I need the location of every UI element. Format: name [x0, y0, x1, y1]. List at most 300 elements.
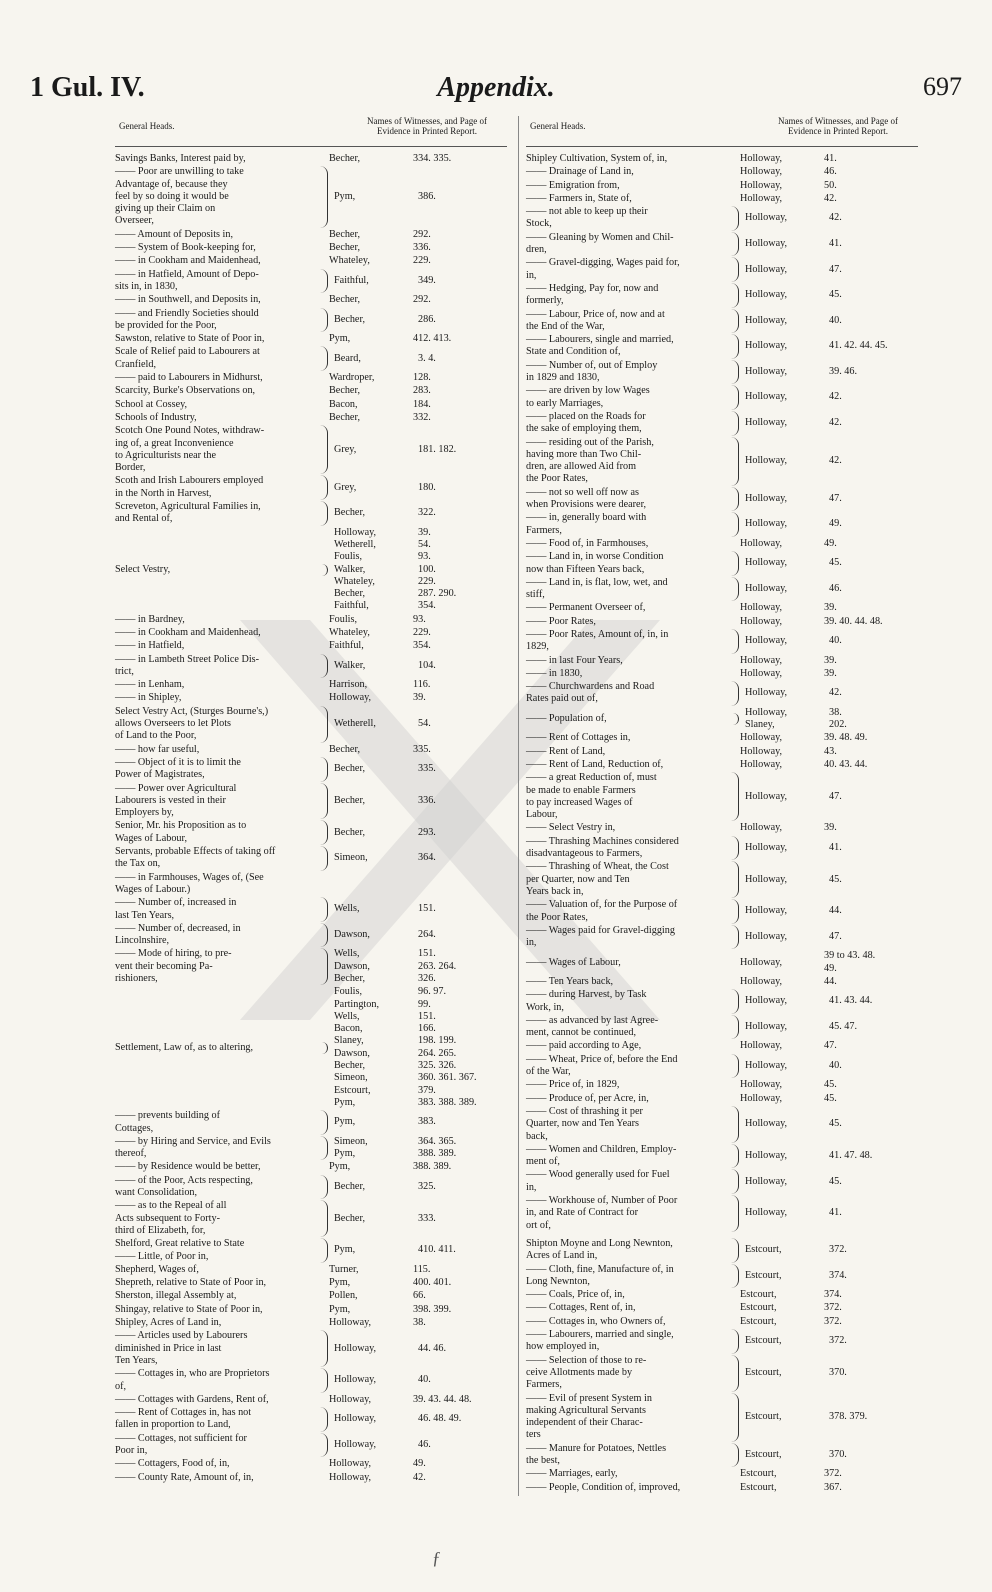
entry-heading: —— Gleaning by Women and Chil- dren,: [526, 232, 739, 257]
entry-pages: 264.: [418, 928, 436, 940]
index-entry: [526, 257, 918, 282]
entry-pages: 47.: [829, 263, 842, 275]
entry-pages: 151.: [418, 903, 436, 915]
entry-pages: 41.: [829, 1207, 842, 1219]
index-entry: [115, 679, 507, 691]
index-entry: [115, 1175, 507, 1200]
index-entry: [526, 1195, 918, 1232]
entry-heading: —— Number of, increased in last Ten Years,: [115, 897, 328, 922]
index-entry: [115, 527, 507, 613]
entry-witness: Holloway,: [745, 518, 788, 530]
index-entry: [115, 654, 507, 679]
index-entry: [115, 269, 507, 294]
entry-witness: Holloway,: [745, 340, 788, 352]
index-entry: [115, 820, 507, 845]
entry-witness: Dawson,: [334, 928, 370, 940]
index-entry: [526, 1468, 918, 1480]
general-heads-label: General Heads.: [119, 121, 175, 131]
entry-pages: 332.: [413, 411, 431, 423]
index-entry: [115, 1238, 507, 1263]
entry-witness: Becher,: [329, 411, 360, 423]
index-entry: [526, 616, 918, 628]
entry-heading: —— Selection of those to re- ceive Allotments made by Farmers,: [526, 1355, 739, 1392]
entry-heading: —— Evil of present System in making Agricultural Servants independent of their Charac- ters: [526, 1393, 739, 1442]
index-entry: [115, 346, 507, 371]
entry-witness: Whateley,: [329, 626, 370, 638]
entry-heading: —— Wheat, Price of, before the End of the War,: [526, 1054, 739, 1079]
entry-heading: —— a great Reduction of, must be made to enable Farmers to pay increased Wages of Labour,: [526, 772, 739, 821]
entry-witness: Holloway,: [740, 602, 783, 614]
entry-heading: Settlement, Law of, as to altering,: [115, 1042, 328, 1054]
entry-heading: School at Cossey,: [115, 398, 188, 410]
entry-pages: 412. 413.: [413, 333, 452, 345]
index-entry: [115, 1290, 507, 1302]
entry-heading: —— Farmers in, State of,: [526, 192, 632, 204]
index-entry: [526, 925, 918, 950]
entry-heading: —— Cottages in, who are Proprietors of,: [115, 1368, 328, 1393]
entry-heading: —— Rent of Land,: [526, 745, 606, 757]
index-entry: [115, 923, 507, 948]
entry-pages: 39.: [413, 692, 426, 704]
index-entry: [526, 577, 918, 602]
index-entry: [115, 1200, 507, 1237]
entry-heading: —— in Lambeth Street Police Dis- trict,: [115, 654, 328, 679]
entry-pages: 184.: [413, 398, 431, 410]
entry-pages: 39. 46.: [829, 365, 858, 377]
entry-heading: —— Select Vestry in,: [526, 822, 616, 834]
index-entry: [526, 1393, 918, 1442]
entry-pages: 151. 263. 264. 326.: [418, 948, 457, 984]
index-entry: [115, 1110, 507, 1135]
index-entry: [526, 538, 918, 550]
entry-pages: 50.: [824, 179, 837, 191]
entry-heading: —— Valuation of, for the Purpose of the Poor Rates,: [526, 899, 739, 924]
index-entry: [526, 1443, 918, 1468]
right-column-header: [526, 116, 918, 147]
entry-heading: —— Land in, in worse Condition now than Fifteen Years back,: [526, 551, 739, 576]
entry-witness: Holloway,: [745, 237, 788, 249]
entry-witness: Faithful,: [334, 274, 369, 286]
index-entry: [526, 732, 918, 744]
entry-witness: Holloway,: [745, 1175, 788, 1187]
entry-heading: Scale of Relief paid to Labourers at Cranfield,: [115, 346, 328, 371]
entry-witness: Holloway,: [745, 289, 788, 301]
entry-witness: Holloway,: [745, 930, 788, 942]
entry-heading: —— Women and Children, Employ- ment of,: [526, 1144, 739, 1169]
index-entry: [115, 783, 507, 820]
entry-pages: 335.: [418, 763, 436, 775]
entry-witness: Holloway,: [329, 1471, 372, 1483]
entry-witness: Becher,: [334, 826, 365, 838]
index-entry: [526, 206, 918, 231]
entry-witness: Walker,: [334, 659, 366, 671]
index-entry: [115, 1330, 507, 1367]
entry-pages: 370.: [829, 1366, 847, 1378]
entry-pages: 44.: [824, 976, 837, 987]
entry-pages: 45.: [829, 1118, 842, 1130]
entry-heading: —— Population of,: [526, 713, 739, 725]
index-entry: [526, 1169, 918, 1194]
entry-witness: Becher,: [334, 1212, 365, 1224]
entry-witness: Holloway,: [740, 745, 783, 757]
entry-heading: —— in Southwell, and Deposits in,: [115, 294, 261, 306]
entry-witness: Becher,: [329, 385, 360, 397]
index-entry: [115, 308, 507, 333]
entry-pages: 292.: [413, 228, 431, 240]
entry-witness: Holloway,: [745, 454, 788, 466]
entry-heading: —— in Farmhouses, Wages of, (See Wages of Labour.): [115, 871, 264, 895]
entry-pages: 66.: [413, 1290, 426, 1302]
entry-pages: 335.: [413, 743, 431, 755]
entry-witness: Becher,: [329, 242, 360, 254]
entry-witness: Grey,: [334, 481, 357, 493]
entry-heading: —— paid to Labourers in Midhurst,: [115, 372, 263, 384]
index-entry: [526, 836, 918, 861]
page-title: Appendix.: [437, 72, 555, 103]
entry-pages: 42.: [829, 687, 842, 699]
index-entry: [115, 757, 507, 782]
entry-pages: 46.: [829, 582, 842, 594]
left-column-header: [115, 116, 507, 147]
entry-witness: Foulis,: [329, 613, 358, 625]
entry-witness: Wells, Dawson, Becher,: [334, 948, 370, 984]
entry-witness: Holloway,: [740, 1079, 783, 1091]
entry-pages: 45.: [829, 557, 842, 569]
entry-heading: —— Poor Rates,: [526, 615, 596, 627]
page-number: 697: [923, 72, 962, 101]
entry-witness: Holloway,: [740, 1092, 783, 1104]
entry-pages: 386.: [418, 190, 436, 202]
entry-witness: Holloway,: [745, 417, 788, 429]
entry-witness: Holloway,: [745, 582, 788, 594]
entry-pages: 45. 47.: [829, 1021, 858, 1033]
index-entry: [526, 360, 918, 385]
index-entry: [115, 1407, 507, 1432]
entry-heading: —— Labourers, single and married, State and Condition of,: [526, 334, 739, 359]
entry-heading: Shipley, Acres of Land in,: [115, 1317, 222, 1329]
entry-pages: 388. 389.: [413, 1161, 452, 1173]
entry-pages: 39. 40. 44. 48.: [824, 615, 883, 627]
entry-pages: 49.: [413, 1458, 426, 1470]
entry-heading: —— Number of, decreased, in Lincolnshire,: [115, 923, 328, 948]
entry-witness: Faithful,: [329, 640, 364, 652]
entry-heading: —— in Cookham and Maidenhead,: [115, 255, 261, 267]
entry-pages: 93.: [413, 613, 426, 625]
entry-pages: 44.: [829, 905, 842, 917]
index-entry: [115, 846, 507, 871]
index-entry: [115, 333, 507, 345]
entry-pages: 39 to 43. 48. 49.: [824, 950, 876, 974]
entry-witness: Holloway,: [745, 1021, 788, 1033]
index-entry: [115, 986, 507, 1109]
entry-pages: 374.: [824, 1289, 842, 1301]
entry-witness: Holloway,: [740, 976, 783, 987]
entry-witness: Turner,: [329, 1263, 359, 1275]
entry-pages: 334. 335.: [413, 153, 452, 164]
footer-mark: ƒ: [432, 1548, 441, 1568]
index-entry: [526, 707, 918, 732]
entry-witness: Wetherell,: [334, 718, 376, 730]
entry-witness: Pym,: [329, 333, 351, 345]
entry-heading: —— Cottages, Rent of, in,: [526, 1302, 636, 1314]
entry-pages: 47.: [829, 790, 842, 802]
entry-witness: Holloway, Wetherell, Foulis, Walker, Whateley, Becher, Faithful,: [334, 526, 377, 612]
entry-pages: 115.: [413, 1263, 431, 1275]
index-entry: [115, 1458, 507, 1470]
entry-witness: Wells,: [334, 903, 360, 915]
entry-heading: Screveton, Agricultural Families in, and Rental of,: [115, 501, 328, 526]
index-entry: [526, 232, 918, 257]
index-entry: [526, 629, 918, 654]
entry-pages: 116.: [413, 679, 431, 691]
index-entry: [526, 989, 918, 1014]
index-entry: [526, 193, 918, 205]
entry-witness: Holloway,: [740, 667, 783, 679]
entry-pages: 293.: [418, 826, 436, 838]
index-entry: [526, 899, 918, 924]
entry-witness: Holloway,: [745, 873, 788, 885]
entry-heading: —— Mode of hiring, to pre- vent their becoming Pa- rishioners,: [115, 948, 328, 985]
entry-heading: Select Vestry Act, (Sturges Bourne's,) allows Overseers to let Plots of Land to the Poor,: [115, 706, 328, 743]
entry-witness: Becher,: [329, 228, 360, 240]
right-entries: [526, 153, 918, 1494]
entry-heading: —— Cottagers, Food of, in,: [115, 1458, 230, 1470]
entry-heading: —— Churchwardens and Road Rates paid out of,: [526, 681, 739, 706]
entry-pages: 40.: [829, 635, 842, 647]
index-entry: [526, 1093, 918, 1105]
entry-pages: 370.: [829, 1448, 847, 1460]
entry-heading: Savings Banks, Interest paid by,: [115, 153, 246, 164]
entry-heading: —— Hedging, Pay for, now and formerly,: [526, 283, 739, 308]
index-entry: [115, 1264, 507, 1276]
entry-pages: 38.: [413, 1317, 426, 1329]
index-entry: [115, 1368, 507, 1393]
entry-pages: 49.: [824, 537, 837, 549]
entry-heading: Sawston, relative to State of Poor in,: [115, 333, 265, 345]
entry-witness: Holloway,: [745, 905, 788, 917]
index-entry: [115, 897, 507, 922]
entry-heading: Scotch One Pound Notes, withdraw- ing of, a great Inconvenience to Agriculturists near the Border,: [115, 425, 328, 474]
entry-heading: —— Permanent Overseer of,: [526, 602, 646, 614]
right-index-column: [526, 116, 918, 1495]
entry-witness: Grey,: [334, 443, 357, 455]
entry-witness: Simeon, Pym,: [334, 1135, 368, 1160]
entry-witness: Holloway,: [740, 179, 783, 191]
entry-witness: Pym,: [334, 1244, 356, 1256]
index-entry: [526, 309, 918, 334]
entry-heading: Shipley Cultivation, System of, in,: [526, 153, 668, 164]
entry-heading: —— are driven by low Wages to early Marriages,: [526, 385, 739, 410]
entry-heading: —— Cottages in, who Owners of,: [526, 1315, 666, 1327]
entry-witness: Estcourt,: [740, 1315, 777, 1327]
index-entry: [115, 475, 507, 500]
entry-heading: —— County Rate, Amount of, in,: [115, 1471, 254, 1483]
entry-pages: 47.: [824, 1040, 837, 1052]
entry-witness: Holloway,: [329, 1458, 372, 1470]
entry-witness: Estcourt,: [740, 1468, 777, 1480]
entry-pages: 41.: [824, 153, 837, 164]
entry-heading: —— and Friendly Societies should be provided for the Poor,: [115, 308, 328, 333]
entry-pages: 45.: [829, 1175, 842, 1187]
index-entry: [115, 614, 507, 626]
index-entry: [526, 746, 918, 758]
entry-heading: —— in, generally board with Farmers,: [526, 512, 739, 537]
entry-heading: —— of the Poor, Acts respecting, want Consolidation,: [115, 1175, 328, 1200]
entry-heading: Servants, probable Effects of taking off the Tax on,: [115, 846, 328, 871]
entry-heading: —— Poor Rates, Amount of, in, in 1829,: [526, 629, 739, 654]
entry-witness: Holloway,: [740, 956, 783, 968]
entry-heading: —— Wages of Labour,: [526, 956, 621, 968]
index-entry: [526, 1144, 918, 1169]
entry-witness: Holloway,: [740, 166, 783, 178]
entry-heading: —— as to the Repeal of all Acts subsequent to Forty- third of Elizabeth, for,: [115, 1200, 328, 1237]
entry-heading: —— Coals, Price of, in,: [526, 1289, 625, 1301]
entry-witness: Becher,: [334, 507, 365, 519]
entry-heading: —— Emigration from,: [526, 179, 620, 191]
entry-witness: Holloway,: [745, 1207, 788, 1219]
entry-witness: Pym,: [334, 190, 356, 202]
entry-pages: 39. 43. 44. 48.: [413, 1393, 472, 1405]
entry-heading: —— how far useful,: [115, 743, 200, 755]
entry-pages: 39.: [824, 602, 837, 614]
entry-heading: —— Manure for Potatoes, Nettles the best,: [526, 1443, 739, 1468]
entry-heading: —— in Shipley,: [115, 692, 182, 704]
entry-witness: Holloway,: [745, 492, 788, 504]
index-entry: [115, 1317, 507, 1329]
entry-witness: Holloway,: [745, 263, 788, 275]
index-entry: [526, 668, 918, 680]
entry-heading: —— during Harvest, by Task Work, in,: [526, 989, 739, 1014]
entry-witness: Pym,: [334, 1116, 356, 1128]
entry-heading: —— prevents building of Cottages,: [115, 1110, 328, 1135]
left-entries: [115, 153, 507, 1484]
index-entry: [526, 681, 918, 706]
entry-witness: Pollen,: [329, 1290, 358, 1302]
entry-heading: Scarcity, Burke's Observations on,: [115, 385, 256, 397]
index-entry: [115, 1136, 507, 1161]
index-entry: [526, 180, 918, 192]
index-entry: [115, 1394, 507, 1406]
entry-heading: Select Vestry,: [115, 564, 328, 576]
entry-witness: Holloway,: [745, 391, 788, 403]
index-entry: [526, 1482, 918, 1494]
entry-heading: —— Number of, out of Employ in 1829 and 1830,: [526, 360, 739, 385]
index-entry: [115, 255, 507, 267]
entry-heading: —— Cottages with Gardens, Rent of,: [115, 1393, 269, 1405]
entry-witness: Whateley,: [329, 255, 370, 267]
entry-heading: —— in Bardney,: [115, 613, 185, 625]
entry-heading: —— Ten Years back,: [526, 976, 614, 987]
entry-heading: Scoth and Irish Labourers employed in the North in Harvest,: [115, 475, 328, 500]
general-heads-label: General Heads.: [530, 121, 586, 131]
entry-heading: —— Cottages, not sufficient for Poor in,: [115, 1433, 328, 1458]
entry-heading: —— Object of it is to limit the Power of Magistrates,: [115, 757, 328, 782]
index-entry: [526, 551, 918, 576]
entry-pages: 336.: [413, 242, 431, 254]
entry-pages: 41.: [829, 237, 842, 249]
entry-pages: 42.: [829, 212, 842, 224]
entry-heading: —— residing out of the Parish, having more than Two Chil- dren, are allowed Aid from the Poor Rates,: [526, 437, 739, 486]
entry-heading: —— Food of, in Farmhouses,: [526, 537, 649, 549]
index-entry: [526, 437, 918, 486]
entry-heading: —— Thrashing of Wheat, the Cost per Quarter, now and Ten Years back in,: [526, 861, 739, 898]
entry-witness: Holloway,: [745, 1150, 788, 1161]
index-entry: [115, 706, 507, 743]
index-entry: [526, 822, 918, 834]
index-entry: [115, 627, 507, 639]
entry-pages: 39. 54. 93. 100. 229. 287. 290. 354.: [418, 526, 457, 612]
entry-heading: —— Price of, in 1829,: [526, 1079, 620, 1091]
entry-heading: —— Poor are unwilling to take Advantage of, because they feel by so doing it would be giving up their Claim on Overseer,: [115, 166, 328, 227]
entry-heading: —— paid according to Age,: [526, 1040, 642, 1052]
entry-witness: Holloway,: [745, 790, 788, 802]
entry-heading: —— as advanced by last Agree- ment, cannot be continued,: [526, 1015, 739, 1040]
entry-pages: 128.: [413, 372, 431, 384]
left-index-column: [115, 116, 507, 1485]
entry-pages: 42.: [829, 417, 842, 429]
entry-witness: Estcourt,: [745, 1244, 782, 1256]
entry-witness: Estcourt,: [740, 1289, 777, 1301]
entry-pages: 38. 202.: [829, 706, 847, 731]
index-entry: [115, 372, 507, 384]
index-entry: [526, 1040, 918, 1052]
entry-heading: —— Rent of Cottages in, has not fallen in proportion to Land,: [115, 1407, 328, 1432]
entry-pages: 364. 365. 388. 389.: [418, 1135, 457, 1160]
entry-heading: —— in last Four Years,: [526, 654, 623, 666]
index-entry: [526, 1289, 918, 1301]
entry-heading: —— Cloth, fine, Manufacture of, in Long Newnton,: [526, 1264, 739, 1289]
running-head: [30, 72, 962, 112]
index-entry: [526, 861, 918, 898]
entry-pages: 229.: [413, 255, 431, 267]
entry-witness: Holloway,: [745, 1059, 788, 1071]
index-entry: [526, 1238, 918, 1263]
entry-witness: Estcourt,: [745, 1366, 782, 1378]
index-entry: [526, 759, 918, 771]
index-entry: [115, 153, 507, 165]
entry-pages: 54.: [418, 718, 431, 730]
entry-heading: —— Gravel-digging, Wages paid for, in,: [526, 257, 739, 282]
entry-witness: Holloway,: [740, 615, 783, 627]
entry-pages: 383.: [418, 1116, 436, 1128]
entry-witness: Holloway,: [745, 365, 788, 377]
entry-pages: 286.: [418, 313, 436, 325]
entry-pages: 367.: [824, 1481, 842, 1493]
entry-pages: 41.: [829, 841, 842, 853]
entry-witness: Holloway,: [745, 995, 788, 1007]
entry-pages: 45.: [824, 1092, 837, 1104]
entry-pages: 47.: [829, 492, 842, 504]
entry-witness: Harrison,: [329, 679, 368, 691]
entry-heading: —— Land in, is flat, low, wet, and stiff,: [526, 577, 739, 602]
entry-pages: 39.: [824, 822, 837, 834]
index-entry: [526, 283, 918, 308]
entry-heading: —— Amount of Deposits in,: [115, 228, 234, 240]
index-entry: [115, 744, 507, 756]
index-entry: [526, 1079, 918, 1091]
entry-witness: Holloway,: [745, 841, 788, 853]
entry-heading: —— Labourers, married and single, how employed in,: [526, 1329, 739, 1354]
entry-witness: Estcourt,: [745, 1335, 782, 1347]
entry-witness: Estcourt,: [740, 1481, 777, 1493]
index-entry: [115, 1433, 507, 1458]
entry-pages: 325.: [418, 1180, 436, 1192]
entry-witness: Holloway,: [745, 557, 788, 569]
index-entry: [115, 385, 507, 397]
entry-heading: Shelford, Great relative to State —— Little, of Poor in,: [115, 1238, 328, 1263]
entry-witness: Holloway,: [745, 314, 788, 326]
entry-heading: —— Cost of thrashing it per Quarter, now and Ten Years back,: [526, 1106, 739, 1143]
